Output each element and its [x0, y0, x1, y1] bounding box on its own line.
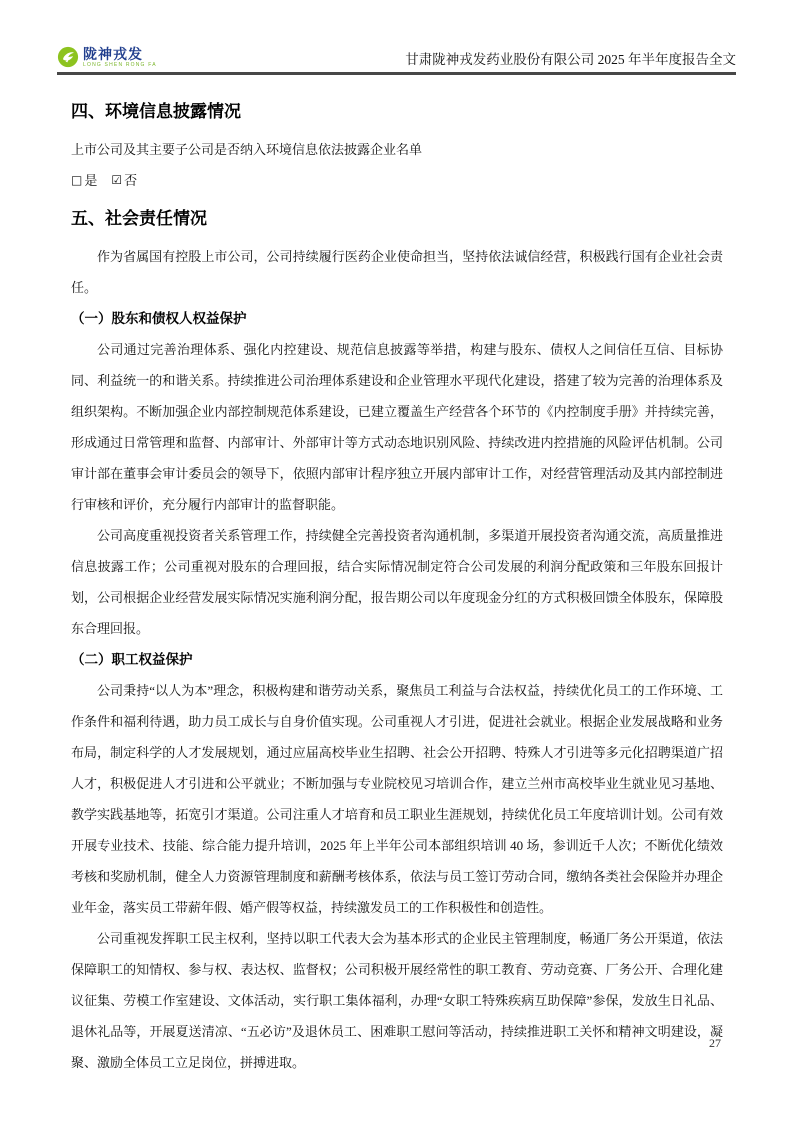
- checkbox-checked-icon: ☑: [111, 173, 123, 187]
- section-title-environmental-disclosure: 四、环境信息披露情况: [71, 102, 241, 121]
- shareholder-paragraph-governance: 公司通过完善治理体系、强化内控建设、规范信息披露等举措，构建与股东、债权人之间信任互信、目标协同、利益统一的和谐关系。持续推进公司治理体系建设和企业管理水平现代化建设，搭建了较为完善的治理体系及组织架构。不断加强企业内部控制规范体系建设，已建立覆盖生产经营各个环节的《内控制度手册》并持续完善，形成通过日常管理和监督、内部审计、外部审计等方式动态地识别风险、持续改进内控措施的风险评估机制。公司审计部在董事会审计委员会的领导下，依照内部审计程序独立开展内部审计工作，对经营管理活动及其内部控制进行审核和评价，充分履行内部审计的监督职能。: [71, 342, 723, 512]
- checkbox-option-yes: [71, 165, 97, 196]
- report-body: [0, 75, 793, 1078]
- logo-bird-icon: [57, 46, 79, 68]
- employee-paragraph-talent-welfare: 公司秉持“以人为本”理念，积极构建和谐劳动关系，聚焦员工利益与合法权益，持续优化员工的工作环境、工作条件和福利待遇，助力员工成长与自身价值实现。公司重视人才引进，促进社会就业。根据企业发展战略和业务布局，制定科学的人才发展规划，通过应届高校毕业生招聘、社会公开招聘、特殊人才引进等多元化招聘渠道广招人才，积极促进人才引进和公平就业；不断加强与专业院校见习培训合作，建立兰州市高校毕业生就业见习基地、教学实践基地等，拓宽引才渠道。公司注重人才培育和员工职业生涯规划，持续优化员工年度培训计划。公司有效开展专业技术、技能、综合能力提升培训，2025 年上半年公司本部组织培训 40 场，参训近千人次；不断优化绩效考核和奖励机制，健全人力资源管理制度和薪酬考核体系，依法与员工签订劳动合同，缴纳各类社会保险并办理企业年金，落实员工带薪年假、婚产假等权益，持续激发员工的工作积极性和创造性。: [71, 683, 723, 915]
- page-header: [0, 0, 793, 72]
- logo-company-name: 陇神戎发: [83, 45, 143, 62]
- company-logo: [57, 46, 157, 68]
- checkbox-no-label: 否: [124, 173, 138, 188]
- employee-paragraph-democratic-rights: 公司重视发挥职工民主权利，坚持以职工代表大会为基本形式的企业民主管理制度，畅通厂务公开渠道，依法保障职工的知情权、参与权、表达权、监督权；公司积极开展经常性的职工教育、劳动竞赛、厂务公开、合理化建议征集、劳模工作室建设、文体活动，实行职工集体福利，办理“女职工特殊疾病互助保障”参保，发放生日礼品、退休礼品等，开展夏送清凉、“五必访”及退休员工、困难职工慰问等活动，持续推进职工关怀和精神文明建设，凝聚、激励全体员工立足岗位，拼搏进取。: [71, 931, 723, 1070]
- checkbox-unchecked-icon: □: [71, 173, 83, 187]
- page-number: 27: [709, 1036, 721, 1050]
- document-title: 甘肃陇神戎发药业股份有限公司 2025 年半年度报告全文: [405, 52, 736, 67]
- environmental-disclosure-answer: [71, 165, 723, 196]
- csr-intro-paragraph: 作为省属国有控股上市公司，公司持续履行医药企业使命担当，坚持依法诚信经营，积极践行国有企业社会责任。: [71, 249, 723, 295]
- section-title-social-responsibility: 五、社会责任情况: [71, 209, 207, 228]
- shareholder-paragraph-investor-relations: 公司高度重视投资者关系管理工作，持续健全完善投资者沟通机制，多渠道开展投资者沟通交流，高质量推进信息披露工作；公司重视对股东的合理回报，结合实际情况制定符合公司发展的利润分配政策和三年股东回报计划，公司根据企业经营发展实际情况实施利润分配，报告期公司以年度现金分红的方式积极回馈全体股东，保障股东合理回报。: [71, 528, 723, 636]
- subsection-title-employee-rights: （二）职工权益保护: [71, 652, 193, 667]
- checkbox-option-no: [111, 165, 137, 196]
- checkbox-yes-label: 是: [84, 173, 98, 188]
- subsection-title-shareholder-creditor-rights: （一）股东和债权人权益保护: [71, 311, 247, 326]
- environmental-disclosure-question: 上市公司及其主要子公司是否纳入环境信息依法披露企业名单: [71, 142, 423, 157]
- logo-company-name-en: LONG SHEN RONG FA: [83, 61, 157, 68]
